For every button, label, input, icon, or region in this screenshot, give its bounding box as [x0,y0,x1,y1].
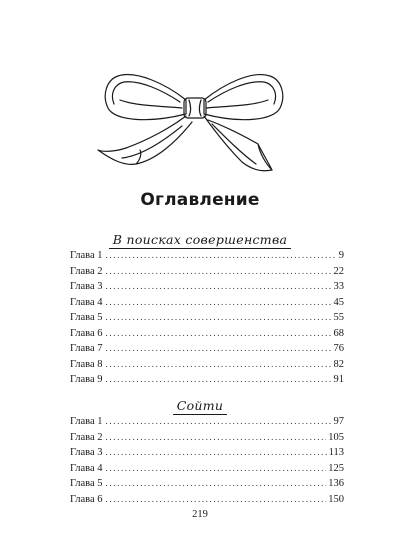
toc-entry[interactable]: Глава 3 ..... 113 [70,447,344,463]
toc-entry[interactable]: Глава 1 ..... 9 [70,250,344,266]
toc-entry[interactable]: Глава 6 ..... 68 [70,328,344,344]
toc-entry[interactable]: Глава 7 ..... 76 [70,343,344,359]
page-number: 219 [192,509,208,520]
ribbon-bow-icon [96,66,288,178]
toc-list-2 [70,416,344,509]
toc-entry[interactable]: Глава 1 ..... 97 [70,416,344,432]
toc-list-1 [70,250,344,390]
toc-entry[interactable]: Глава 2 ..... 22 [70,266,344,282]
toc-entry[interactable]: Глава 5 ..... 136 [70,478,344,494]
toc-entry[interactable]: Глава 5 ..... 55 [70,312,344,328]
toc-entry[interactable]: Глава 3 ..... 33 [70,281,344,297]
toc-entry[interactable]: Глава 4 ..... 125 [70,463,344,479]
toc-entry[interactable]: Глава 2 ..... 105 [70,432,344,448]
section-heading-1: В поисках совершенства [0,232,400,249]
page-title: Оглавление [140,190,260,210]
toc-entry[interactable]: Глава 6 ..... 150 [70,494,344,510]
toc-entry[interactable]: Глава 4 ..... 45 [70,297,344,313]
toc-entry[interactable]: Глава 9 ..... 91 [70,374,344,390]
toc-entry[interactable]: Глава 8 ..... 82 [70,359,344,375]
section-heading-2: Сойти [0,398,400,415]
